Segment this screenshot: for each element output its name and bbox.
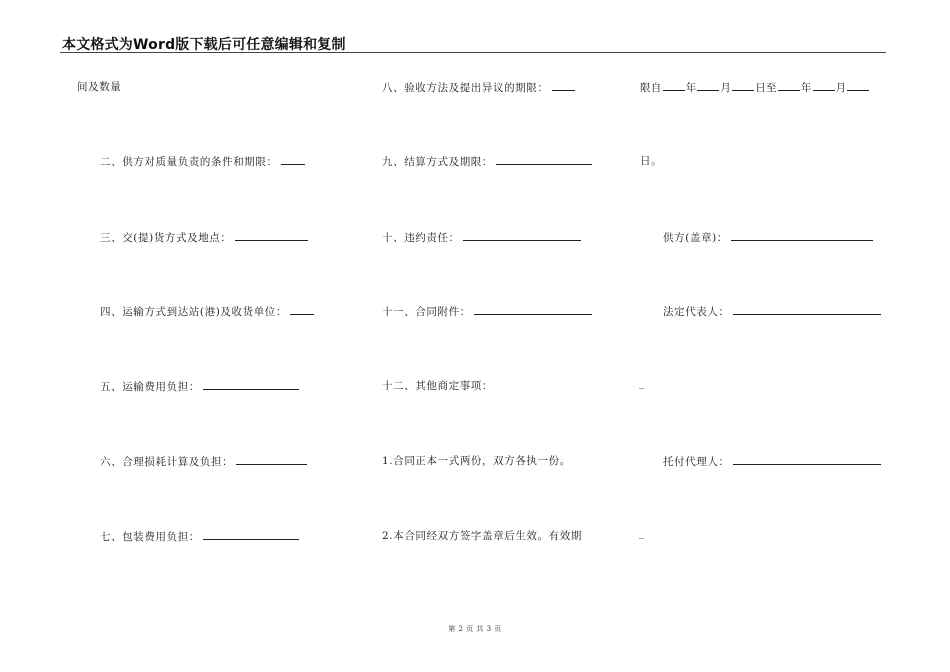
clause-text: 1.合同正本一式两份，双方各执一份。: [382, 455, 571, 467]
clause-text: 五、运输费用负担：: [100, 381, 200, 393]
fill-blank: [733, 454, 881, 465]
month-label: 月: [720, 82, 732, 94]
fill-blank: [732, 80, 754, 91]
fill-blank: [496, 154, 592, 165]
clause-5-transport-cost: [100, 379, 299, 394]
fill-blank: [463, 230, 581, 241]
fill-blank: [778, 80, 800, 91]
legal-rep-field: [663, 304, 881, 319]
fill-blank: [552, 80, 575, 91]
fill-blank: [203, 529, 299, 540]
clause-text: 十、违约责任：: [382, 232, 460, 244]
clause-text: 八、验收方法及提出异议的期限：: [382, 82, 549, 94]
clause-text: 九、结算方式及期限：: [382, 156, 493, 168]
clause-10-breach: [382, 230, 581, 245]
blank-marker: _: [639, 378, 644, 389]
page-number: 第 2 页 共 3 页: [448, 625, 502, 633]
fill-blank: [731, 230, 873, 241]
note-1-copies: [382, 454, 571, 468]
clause-text: 七、包装费用负担：: [100, 531, 200, 543]
clause-3-delivery: [100, 230, 308, 245]
supplier-seal-label: 供方(盖章)：: [663, 232, 728, 244]
fill-blank: [281, 154, 305, 165]
fill-blank: [697, 80, 719, 91]
day-end-label: 日。: [640, 155, 663, 167]
fill-blank: [203, 379, 299, 390]
clause-text: 三、交(提)货方式及地点：: [100, 232, 232, 244]
fill-blank: [474, 304, 592, 315]
clause-text: 二、供方对质量负责的条件和期限：: [100, 156, 278, 168]
fill-blank: [847, 80, 869, 91]
clause-12-other: [382, 379, 493, 393]
agent-label: 托付代理人：: [663, 456, 730, 468]
clause-7-packaging: [100, 529, 299, 544]
note-2-effective: [382, 529, 582, 543]
day-to-label: 日至: [755, 82, 777, 94]
fill-blank: [236, 454, 307, 465]
clause-4-transport: [100, 304, 314, 319]
clause-quantity-tail: [77, 80, 121, 94]
clause-text: 十二、其他商定事项：: [382, 380, 493, 392]
validity-period: [640, 80, 870, 95]
agent-field: [663, 454, 881, 469]
clause-text: 2.本合同经双方签字盖章后生效。有效期: [382, 530, 582, 542]
validity-end: [640, 154, 662, 168]
document-header-title: 本文格式为Word版下载后可任意编辑和复制: [62, 37, 346, 53]
clause-text: 十一、合同附件：: [382, 306, 471, 318]
clause-2-quality: [100, 154, 305, 169]
clause-9-settlement: [382, 154, 592, 169]
fill-blank: [813, 80, 835, 91]
legal-rep-label: 法定代表人：: [663, 306, 730, 318]
clause-8-inspection: [382, 80, 575, 95]
clause-text: 间及数量: [77, 81, 122, 93]
clause-text: 四、运输方式到达站(港)及收货单位：: [100, 306, 287, 318]
year-label: 年: [685, 82, 697, 94]
fill-blank: [290, 304, 314, 315]
header-divider: [60, 52, 886, 53]
validity-prefix: 限自: [640, 82, 662, 94]
fill-blank: [733, 304, 881, 315]
blank-marker: _: [639, 528, 644, 539]
clause-11-attachments: [382, 304, 592, 319]
clause-6-loss: [100, 454, 307, 469]
fill-blank: [663, 80, 685, 91]
year-label: 年: [800, 82, 812, 94]
supplier-seal-field: [663, 230, 873, 245]
month-label: 月: [835, 82, 847, 94]
fill-blank: [235, 230, 308, 241]
clause-text: 六、合理损耗计算及负担：: [100, 456, 234, 468]
